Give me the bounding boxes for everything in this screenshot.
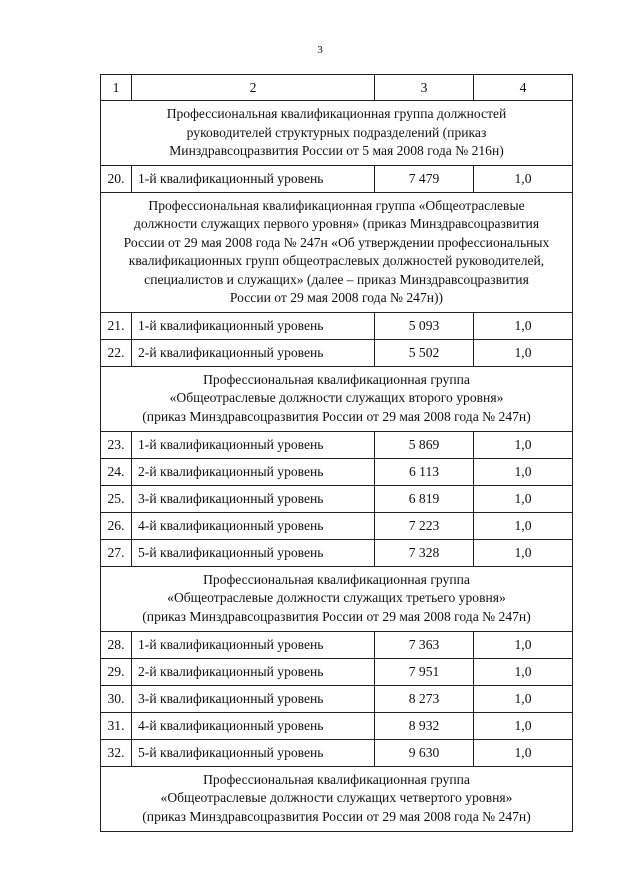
qualification-level: 4-й квалификационный уровень (132, 712, 375, 739)
table-row (101, 739, 573, 766)
salary-value: 5 502 (375, 339, 474, 366)
coefficient: 1,0 (474, 685, 573, 712)
group-title (101, 192, 573, 312)
table-header-row (101, 75, 573, 101)
group-title (101, 366, 573, 431)
group-title-row (101, 766, 573, 831)
table-row (101, 165, 573, 192)
row-number: 23. (101, 431, 132, 458)
group-title-line: руководителей структурных подразделений (приказ (186, 124, 487, 140)
salary-value: 9 630 (375, 739, 474, 766)
table-row (101, 458, 573, 485)
row-number: 25. (101, 485, 132, 512)
row-number: 22. (101, 339, 132, 366)
header-cell: 4 (474, 75, 573, 101)
coefficient: 1,0 (474, 165, 573, 192)
qualification-level: 5-й квалификационный уровень (132, 539, 375, 566)
group-title-line: (приказ Минздравсоцразвития России от 29 мая 2008 года № 247н) (142, 808, 531, 824)
row-number: 27. (101, 539, 132, 566)
header-cell: 1 (101, 75, 132, 101)
qualification-level: 2-й квалификационный уровень (132, 658, 375, 685)
row-number: 20. (101, 165, 132, 192)
salary-value: 6 819 (375, 485, 474, 512)
page-number: 3 (317, 44, 323, 56)
salary-value: 7 223 (375, 512, 474, 539)
row-number: 26. (101, 512, 132, 539)
qualification-level: 4-й квалификационный уровень (132, 512, 375, 539)
header-cell: 3 (375, 75, 474, 101)
group-title-line: квалификационных групп общеотраслевых должностей руководителей, (128, 253, 545, 268)
group-title-line: Профессиональная квалификационная группа «Общеотраслевые (148, 197, 525, 213)
salary-value: 7 951 (375, 658, 474, 685)
group-title-line: Профессиональная квалификационная группа (203, 771, 470, 787)
qualification-level: 2-й квалификационный уровень (132, 458, 375, 485)
table-row (101, 712, 573, 739)
header-cell: 2 (132, 75, 375, 101)
coefficient: 1,0 (474, 512, 573, 539)
group-title (101, 766, 573, 831)
group-title-line: Профессиональная квалификационная группа (203, 371, 470, 387)
qualification-level: 3-й квалификационный уровень (132, 485, 375, 512)
salary-value: 5 869 (375, 431, 474, 458)
coefficient: 1,0 (474, 312, 573, 339)
coefficient: 1,0 (474, 712, 573, 739)
qualification-level: 1-й квалификационный уровень (132, 312, 375, 339)
group-title-row (101, 566, 573, 631)
group-title-line: (приказ Минздравсоцразвития России от 29 мая 2008 года № 247н) (142, 408, 531, 424)
group-title-line: Минздравсоцразвития России от 5 мая 2008 года № 216н) (169, 143, 504, 158)
group-title-line: Профессиональная квалификационная группа должностей (166, 106, 507, 121)
row-number: 31. (101, 712, 132, 739)
row-number: 32. (101, 739, 132, 766)
qualification-level: 5-й квалификационный уровень (132, 739, 375, 766)
qualification-level: 1-й квалификационный уровень (132, 431, 375, 458)
coefficient: 1,0 (474, 658, 573, 685)
row-number: 24. (101, 458, 132, 485)
coefficient: 1,0 (474, 458, 573, 485)
salary-value: 7 363 (375, 631, 474, 658)
group-title-line: (приказ Минздравсоцразвития России от 29 мая 2008 года № 247н) (142, 608, 531, 624)
table-row (101, 339, 573, 366)
group-title (101, 566, 573, 631)
qualification-level: 2-й квалификационный уровень (132, 339, 375, 366)
row-number: 21. (101, 312, 132, 339)
group-title (101, 101, 573, 166)
salary-value: 7 328 (375, 539, 474, 566)
group-title-line: Профессиональная квалификационная группа (203, 571, 470, 587)
table-row (101, 512, 573, 539)
group-title-line: России от 29 мая 2008 года № 247н)) (229, 290, 444, 305)
salary-value: 5 093 (375, 312, 474, 339)
coefficient: 1,0 (474, 539, 573, 566)
table-row (101, 312, 573, 339)
table-row (101, 539, 573, 566)
group-title-row (101, 366, 573, 431)
salary-table (100, 74, 573, 832)
coefficient: 1,0 (474, 739, 573, 766)
group-title-row (101, 101, 573, 166)
salary-value: 8 932 (375, 712, 474, 739)
salary-value: 7 479 (375, 165, 474, 192)
row-number: 30. (101, 685, 132, 712)
salary-value: 6 113 (375, 458, 474, 485)
group-title-line: должности служащих первого уровня» (приказ Минздравсоцразвития (133, 216, 540, 231)
qualification-level: 1-й квалификационный уровень (132, 631, 375, 658)
coefficient: 1,0 (474, 339, 573, 366)
group-title-line: «Общеотраслевые должности служащих третьего уровня» (167, 590, 506, 606)
table-row (101, 485, 573, 512)
row-number: 29. (101, 658, 132, 685)
coefficient: 1,0 (474, 485, 573, 512)
group-title-line: «Общеотраслевые должности служащих второго уровня» (169, 390, 504, 406)
group-title-line: специалистов и служащих» (далее – приказ Минздравсоцразвития (144, 271, 529, 287)
group-title-line: «Общеотраслевые должности служащих четвертого уровня» (160, 790, 513, 806)
table-row (101, 631, 573, 658)
group-title-row (101, 192, 573, 312)
row-number: 28. (101, 631, 132, 658)
qualification-level: 1-й квалификационный уровень (132, 165, 375, 192)
coefficient: 1,0 (474, 631, 573, 658)
table-row (101, 431, 573, 458)
group-title-line: России от 29 мая 2008 года № 247н «Об утверждении профессиональных (123, 234, 550, 250)
salary-value: 8 273 (375, 685, 474, 712)
qualification-level: 3-й квалификационный уровень (132, 685, 375, 712)
table-row (101, 658, 573, 685)
table-row (101, 685, 573, 712)
coefficient: 1,0 (474, 431, 573, 458)
